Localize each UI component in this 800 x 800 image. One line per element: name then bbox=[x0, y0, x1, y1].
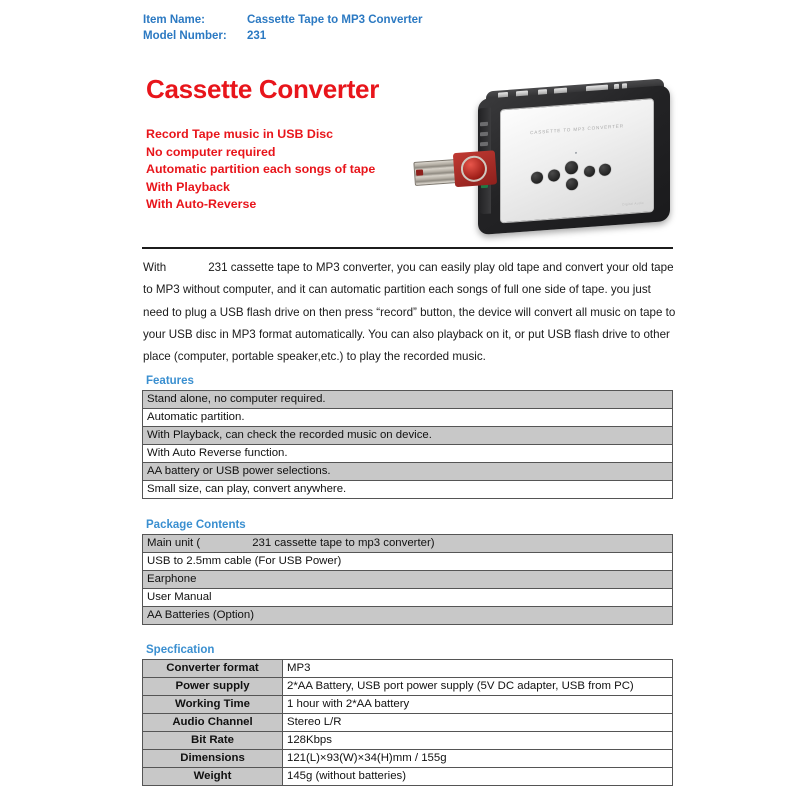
table-row bbox=[143, 427, 673, 445]
usb-flash-drive bbox=[413, 149, 501, 191]
device-button bbox=[565, 161, 578, 175]
spec-value: 121(L)×93(W)×34(H)mm / 155g bbox=[283, 750, 673, 768]
table-row bbox=[143, 463, 673, 481]
feature-cell: AA battery or USB power selections. bbox=[143, 463, 673, 481]
spec-value: 1 hour with 2*AA battery bbox=[283, 696, 673, 714]
table-row bbox=[143, 445, 673, 463]
usb-nub bbox=[416, 169, 423, 175]
spec-value: 2*AA Battery, USB port power supply (5V DC adapter, USB from PC) bbox=[283, 678, 673, 696]
spec-label: Audio Channel bbox=[143, 714, 283, 732]
description-body: 231 cassette tape to MP3 converter, you can easily play old tape and convert your old tape to MP3 without computer, and it can automatic partition each songs of full one side of tape. you just need to plug a USB flash drive on then press “record” button, the device will convert all music on tape to your USB disc in MP3 format automatically. You can also playback on it, or put USB flash drive to other place (computer, portable speaker,etc.) to play the recorded music. bbox=[143, 261, 676, 364]
device-side-slot bbox=[480, 122, 488, 127]
table-row bbox=[143, 571, 673, 589]
spec-value: MP3 bbox=[283, 660, 673, 678]
table-row bbox=[143, 391, 673, 409]
spec-label: Working Time bbox=[143, 696, 283, 714]
section-divider bbox=[142, 247, 673, 249]
spec-label: Dimensions bbox=[143, 750, 283, 768]
package-cell: AA Batteries (Option) bbox=[143, 607, 673, 625]
package-cell bbox=[143, 535, 673, 553]
spec-value: 145g (without batteries) bbox=[283, 768, 673, 786]
status-led bbox=[575, 152, 577, 154]
page-title: Cassette Converter bbox=[146, 74, 380, 104]
device-button bbox=[531, 171, 543, 184]
feature-cell: Automatic partition. bbox=[143, 409, 673, 427]
highlight-item: Automatic partition each songs of tape bbox=[146, 162, 376, 176]
model-number-label: Model Number: bbox=[143, 30, 227, 42]
table-row bbox=[143, 768, 673, 786]
table-row bbox=[143, 732, 673, 750]
spec-label: Weight bbox=[143, 768, 283, 786]
package-cell-lead: Main unit ( bbox=[147, 537, 201, 549]
device-button bbox=[599, 163, 611, 176]
device-button bbox=[566, 178, 578, 191]
package-contents-heading: Package Contents bbox=[146, 519, 246, 531]
table-row bbox=[143, 481, 673, 499]
device-body bbox=[478, 85, 670, 235]
package-contents-table bbox=[142, 534, 673, 625]
specification-table bbox=[142, 659, 673, 786]
feature-cell: Small size, can play, convert anywhere. bbox=[143, 481, 673, 499]
product-photo bbox=[414, 62, 676, 242]
item-name-row bbox=[143, 12, 423, 28]
item-name-value: Cassette Tape to MP3 Converter bbox=[247, 14, 423, 26]
highlight-item: With Auto-Reverse bbox=[146, 197, 257, 211]
highlight-list bbox=[146, 126, 375, 214]
model-number-value: 231 bbox=[247, 30, 267, 42]
features-heading: Features bbox=[146, 375, 194, 387]
device-button bbox=[548, 169, 560, 182]
features-table bbox=[142, 390, 673, 499]
highlight-item: Record Tape music in USB Disc bbox=[146, 127, 334, 141]
model-number-row bbox=[143, 28, 423, 44]
item-name-label: Item Name: bbox=[143, 14, 205, 26]
table-row bbox=[143, 750, 673, 768]
table-row bbox=[143, 409, 673, 427]
table-row bbox=[143, 660, 673, 678]
table-row bbox=[143, 714, 673, 732]
feature-cell: Stand alone, no computer required. bbox=[143, 391, 673, 409]
description-paragraph bbox=[143, 257, 677, 368]
specification-heading: Specfication bbox=[146, 644, 215, 656]
device-side-slot bbox=[480, 132, 488, 137]
highlight-item: No computer required bbox=[146, 144, 276, 159]
faceplate-micro-text: Digital Audio bbox=[622, 200, 644, 207]
device-side-slot bbox=[480, 142, 488, 147]
faceplate-label: CASSETTE TO MP3 CONVERTER bbox=[530, 123, 624, 136]
package-cell: USB to 2.5mm cable (For USB Power) bbox=[143, 553, 673, 571]
device-faceplate bbox=[500, 98, 654, 223]
spec-value: Stereo L/R bbox=[283, 714, 673, 732]
table-row bbox=[143, 589, 673, 607]
spec-label: Power supply bbox=[143, 678, 283, 696]
table-row bbox=[143, 678, 673, 696]
device-button bbox=[584, 165, 595, 177]
table-row bbox=[143, 607, 673, 625]
table-row bbox=[143, 553, 673, 571]
product-header bbox=[143, 12, 423, 44]
feature-cell: With Auto Reverse function. bbox=[143, 445, 673, 463]
package-cell-rest: 231 cassette tape to mp3 converter) bbox=[252, 537, 435, 549]
package-cell: User Manual bbox=[143, 589, 673, 607]
description-lead: With bbox=[143, 261, 167, 274]
table-row bbox=[143, 535, 673, 553]
table-row bbox=[143, 696, 673, 714]
package-cell: Earphone bbox=[143, 571, 673, 589]
spec-label: Bit Rate bbox=[143, 732, 283, 750]
highlight-item: With Playback bbox=[146, 179, 230, 194]
spec-value: 128Kbps bbox=[283, 732, 673, 750]
feature-cell: With Playback, can check the recorded music on device. bbox=[143, 427, 673, 445]
spec-label: Converter format bbox=[143, 660, 283, 678]
